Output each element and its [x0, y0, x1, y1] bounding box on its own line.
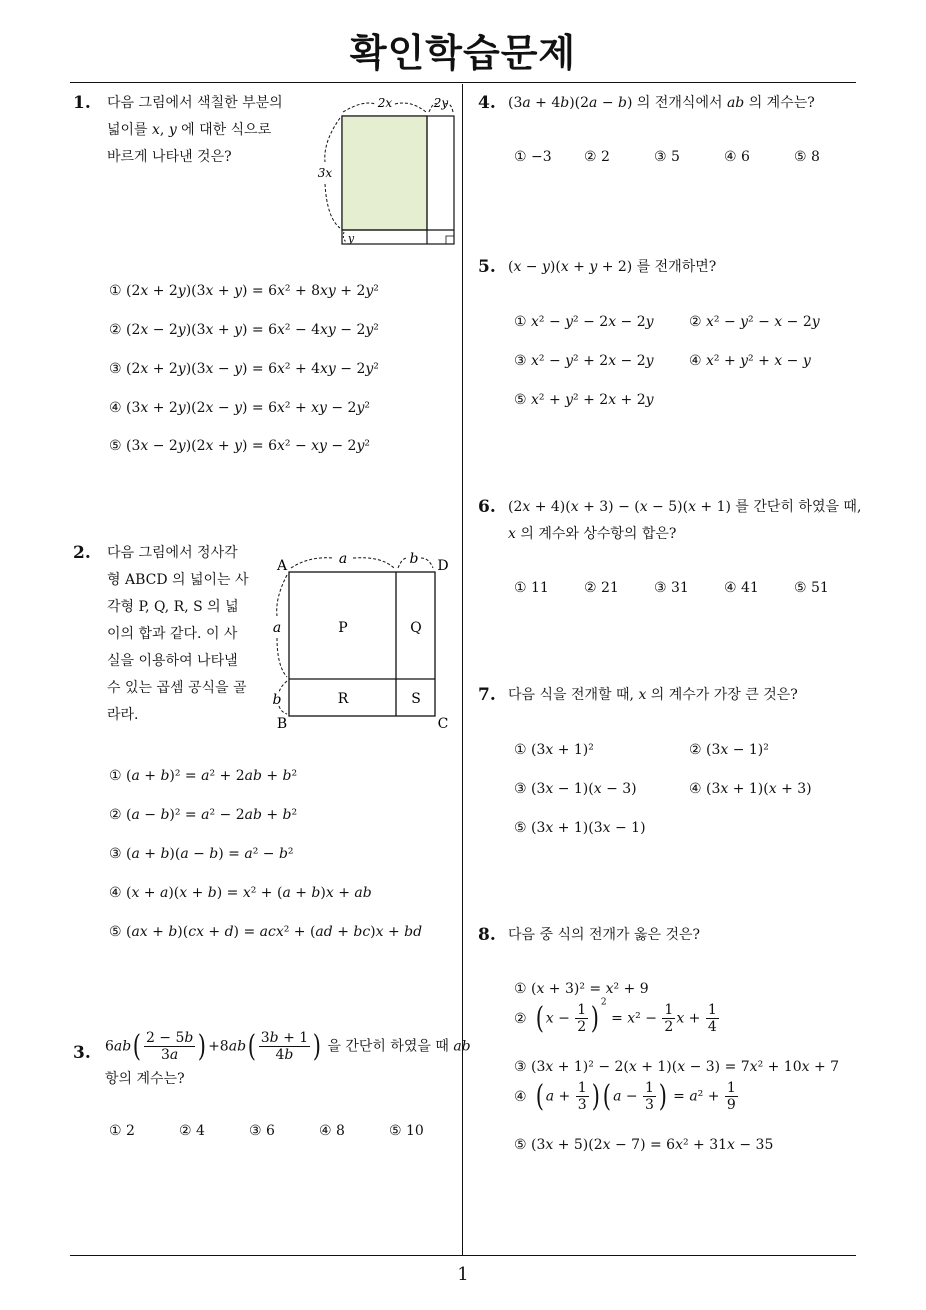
column-divider	[462, 84, 463, 1256]
question-text	[107, 90, 307, 171]
option-5[interactable]: ⑤ 𝑥² + 𝑦² + 2𝑥 + 2𝑦	[514, 392, 654, 408]
fraction	[662, 1002, 675, 1035]
option-3[interactable]: ③ (3𝑥 − 1)(𝑥 − 3)	[514, 781, 637, 797]
fraction-numerator: 1	[726, 1080, 736, 1096]
side-a-left-label: 𝑎	[272, 620, 282, 636]
question-text-line: 넓이를 𝑥, 𝑦 에 대한 식으로	[107, 122, 272, 138]
option-4[interactable]: ④ (𝑥 + 𝑎)(𝑥 + 𝑏) = 𝑥² + (𝑎 + 𝑏)𝑥 + 𝑎𝑏	[109, 885, 372, 901]
question-8	[478, 922, 863, 1162]
side-b-top-label: 𝑏	[409, 551, 419, 567]
question-number: 4.	[478, 93, 496, 113]
option-1[interactable]: ① (𝑎 + 𝑏)² = 𝑎² + 2𝑎𝑏 + 𝑏²	[109, 768, 298, 784]
fraction-numerator: 2 − 5𝑏	[145, 1030, 194, 1046]
fraction-denominator: 2	[577, 1019, 587, 1035]
question-text: 다음 중 식의 전개가 옳은 것은?	[508, 927, 701, 943]
fraction-1	[144, 1030, 195, 1063]
question-number: 6.	[478, 497, 496, 517]
fraction-numerator: 1	[707, 1002, 717, 1018]
question-number: 8.	[478, 925, 496, 945]
option-2[interactable]	[514, 997, 720, 1036]
option-5[interactable]: ⑤ (3𝑥 + 1)(3𝑥 − 1)	[514, 820, 646, 836]
paren-open: (	[603, 1078, 612, 1114]
fraction-numerator: 1	[664, 1002, 674, 1018]
question-2	[73, 540, 458, 950]
fraction	[706, 1002, 719, 1035]
label-2x: 2𝑥	[377, 96, 393, 110]
side-b-left-label: 𝑏	[272, 692, 282, 708]
paren-close: )	[198, 1028, 207, 1064]
fraction-denominator: 3	[645, 1097, 654, 1113]
fraction-numerator: 1	[645, 1080, 654, 1096]
square-abcd-diagram	[269, 548, 459, 733]
question-5	[478, 254, 858, 414]
paren-close: )	[591, 1078, 600, 1114]
expr-part: 𝑎 −	[613, 1088, 638, 1105]
fraction-denominator: 4	[707, 1019, 717, 1035]
question-number: 5.	[478, 257, 496, 277]
option-2[interactable]: ② 4	[179, 1123, 205, 1139]
expr-prefix: 6𝑎𝑏	[105, 1038, 132, 1055]
option-marker: ②	[514, 1010, 527, 1027]
question-3	[73, 1028, 471, 1143]
fraction	[725, 1080, 738, 1113]
option-2[interactable]: ② (2𝑥 − 2𝑦)(3𝑥 + 𝑦) = 6𝑥² − 4𝑥𝑦 − 2𝑦²	[109, 322, 379, 338]
fraction-denominator: 2	[664, 1019, 674, 1035]
fraction-denominator: 9	[726, 1097, 736, 1113]
paren-close: )	[658, 1078, 667, 1114]
option-4[interactable]: ④ 41	[724, 580, 759, 596]
fraction-numerator: 1	[577, 1002, 587, 1018]
fraction	[643, 1080, 656, 1113]
option-2[interactable]: ② (3𝑥 − 1)²	[689, 742, 769, 758]
paren-open: (	[535, 1078, 544, 1114]
fraction-2	[259, 1030, 310, 1063]
option-5[interactable]: ⑤ (3𝑥 − 2𝑦)(2𝑥 + 𝑦) = 6𝑥² − 𝑥𝑦 − 2𝑦²	[109, 438, 370, 454]
exponent: 2	[600, 997, 607, 1008]
fraction-numerator: 3𝑏 + 1	[260, 1030, 309, 1046]
option-5[interactable]: ⑤ (3𝑥 + 5)(2𝑥 − 7) = 6𝑥² + 31𝑥 − 35	[514, 1137, 774, 1153]
fraction-denominator: 3𝑎	[161, 1047, 179, 1063]
question-number: 3.	[73, 1043, 91, 1063]
expr-part: = 𝑥² −	[611, 1010, 657, 1027]
question-text-line: 바르게 나타낸 것은?	[107, 149, 232, 165]
paren-close: )	[590, 1000, 600, 1036]
paren-open: (	[132, 1028, 142, 1064]
question-number: 7.	[478, 685, 496, 705]
question-text-line: 다음 그림에서 정사각	[107, 545, 238, 561]
option-3[interactable]: ③ 6	[249, 1123, 275, 1139]
question-text-line1: (2𝑥 + 4)(𝑥 + 3) − (𝑥 − 5)(𝑥 + 1) 를 간단히 하였을 때,	[508, 499, 862, 515]
option-4[interactable]: ④ 𝑥² + 𝑦² + 𝑥 − 𝑦	[689, 353, 811, 369]
question-6	[478, 494, 863, 604]
option-marker: ④	[514, 1088, 527, 1105]
label-3x: 3𝑥	[317, 166, 333, 180]
option-3[interactable]: ③ (𝑎 + 𝑏)(𝑎 − 𝑏) = 𝑎² − 𝑏²	[109, 846, 294, 862]
option-4[interactable]	[514, 1080, 739, 1113]
option-1[interactable]: ① 2	[109, 1123, 135, 1139]
option-4[interactable]: ④ 6	[724, 149, 750, 165]
region-r-label: R	[337, 691, 349, 707]
side-a-top-label: 𝑎	[338, 551, 348, 567]
option-3[interactable]: ③ 31	[654, 580, 689, 596]
question-text-line2: 항의 계수는?	[105, 1071, 185, 1087]
vertex-b-label: B	[276, 716, 288, 732]
question-text: 을 간단히 하였을 때 𝑎𝑏	[327, 1038, 471, 1055]
question-text: (3𝑎 + 4𝑏)(2𝑎 − 𝑏) 의 전개식에서 𝑎𝑏 의 계수는?	[508, 95, 815, 111]
expr-part: = 𝑎² +	[673, 1088, 720, 1105]
option-1[interactable]: ① −3	[514, 149, 552, 165]
question-text-line: 실을 이용하여 나타낼	[107, 653, 238, 669]
question-text-line2: 𝑥 의 계수와 상수항의 합은?	[508, 526, 677, 542]
fraction-numerator: 1	[577, 1080, 587, 1096]
option-3[interactable]: ③ (3𝑥 + 1)² − 2(𝑥 + 1)(𝑥 − 3) = 7𝑥² + 10𝑥 + 7	[514, 1059, 840, 1075]
option-1[interactable]: ① (2𝑥 + 2𝑦)(3𝑥 + 𝑦) = 6𝑥² + 8𝑥𝑦 + 2𝑦²	[109, 283, 379, 299]
question-expression	[105, 1028, 471, 1064]
paren-close: )	[312, 1028, 322, 1064]
region-q-label: Q	[410, 620, 422, 636]
top-rule	[70, 82, 856, 83]
option-3[interactable]: ③ (2𝑥 + 2𝑦)(3𝑥 − 𝑦) = 6𝑥² + 4𝑥𝑦 − 2𝑦²	[109, 361, 379, 377]
option-2[interactable]: ② 21	[584, 580, 619, 596]
page-number: 1	[457, 1264, 469, 1285]
option-5[interactable]: ⑤ 51	[794, 580, 829, 596]
question-text	[107, 540, 267, 729]
expr-part: 𝑥 −	[545, 1010, 570, 1027]
question-text-line: 이의 합과 같다. 이 사	[107, 626, 238, 642]
option-4[interactable]: ④ (3𝑥 + 1)(𝑥 + 3)	[689, 781, 812, 797]
option-1[interactable]: ① 𝑥² − 𝑦² − 2𝑥 − 2𝑦	[514, 314, 654, 330]
fraction	[576, 1080, 589, 1113]
option-5[interactable]: ⑤ 10	[389, 1123, 424, 1139]
question-1	[73, 90, 453, 470]
label-y: 𝑦	[347, 232, 355, 245]
option-2[interactable]: ② (𝑎 − 𝑏)² = 𝑎² − 2𝑎𝑏 + 𝑏²	[109, 807, 298, 823]
fraction-denominator: 3	[577, 1097, 587, 1113]
vertex-d-label: D	[437, 558, 449, 574]
fraction	[575, 1002, 588, 1035]
option-2[interactable]: ② 2	[584, 149, 610, 165]
option-5[interactable]: ⑤ (𝑎𝑥 + 𝑏)(𝑐𝑥 + 𝑑) = 𝑎𝑐𝑥² + (𝑎𝑑 + 𝑏𝑐)𝑥 + 𝑏𝑑	[109, 924, 423, 940]
expr-part: 𝑥 +	[676, 1010, 701, 1027]
question-4	[478, 90, 858, 170]
option-5[interactable]: ⑤ 8	[794, 149, 820, 165]
label-2y: 2𝑦	[433, 96, 449, 110]
question-number: 2.	[73, 543, 91, 563]
option-4[interactable]: ④ (3𝑥 + 2𝑦)(2𝑥 − 𝑦) = 6𝑥² + 𝑥𝑦 − 2𝑦²	[109, 400, 370, 416]
expr-part: 𝑎 +	[545, 1088, 571, 1105]
fraction-denominator: 4𝑏	[275, 1047, 294, 1063]
option-1[interactable]: ① (3𝑥 + 1)²	[514, 742, 594, 758]
region-p-label: P	[338, 620, 348, 636]
bottom-rule	[70, 1255, 856, 1256]
question-text-line: 각형 P, Q, R, S 의 넓	[107, 599, 239, 615]
question-text-line: 라라.	[107, 707, 139, 723]
question-text-line: 다음 그림에서 색칠한 부분의	[107, 95, 283, 111]
shaded-rectangle-diagram	[313, 92, 463, 252]
vertex-a-label: A	[276, 558, 288, 574]
option-2[interactable]: ② 𝑥² − 𝑦² − 𝑥 − 2𝑦	[689, 314, 820, 330]
paren-open: (	[535, 1000, 544, 1036]
question-7	[478, 682, 858, 842]
question-text-line: 수 있는 곱셈 공식을 골	[107, 680, 247, 696]
option-3[interactable]: ③ 5	[654, 149, 680, 165]
option-4[interactable]: ④ 8	[319, 1123, 345, 1139]
question-number: 1.	[73, 93, 91, 113]
question-text: (𝑥 − 𝑦)(𝑥 + 𝑦 + 2) 를 전개하면?	[508, 259, 717, 275]
option-1[interactable]: ① 11	[514, 580, 549, 596]
question-text: 다음 식을 전개할 때, 𝑥 의 계수가 가장 큰 것은?	[508, 687, 798, 703]
paren-open: (	[247, 1028, 256, 1064]
option-1[interactable]: ① (𝑥 + 3)² = 𝑥² + 9	[514, 981, 649, 997]
vertex-c-label: C	[437, 716, 449, 732]
region-s-label: S	[411, 691, 421, 707]
option-3[interactable]: ③ 𝑥² − 𝑦² + 2𝑥 − 2𝑦	[514, 353, 654, 369]
page-title: 확인학습문제	[349, 31, 577, 75]
question-text-line: 형 ABCD 의 넓이는 사	[107, 572, 249, 588]
expr-mid: +8𝑎𝑏	[208, 1038, 247, 1055]
